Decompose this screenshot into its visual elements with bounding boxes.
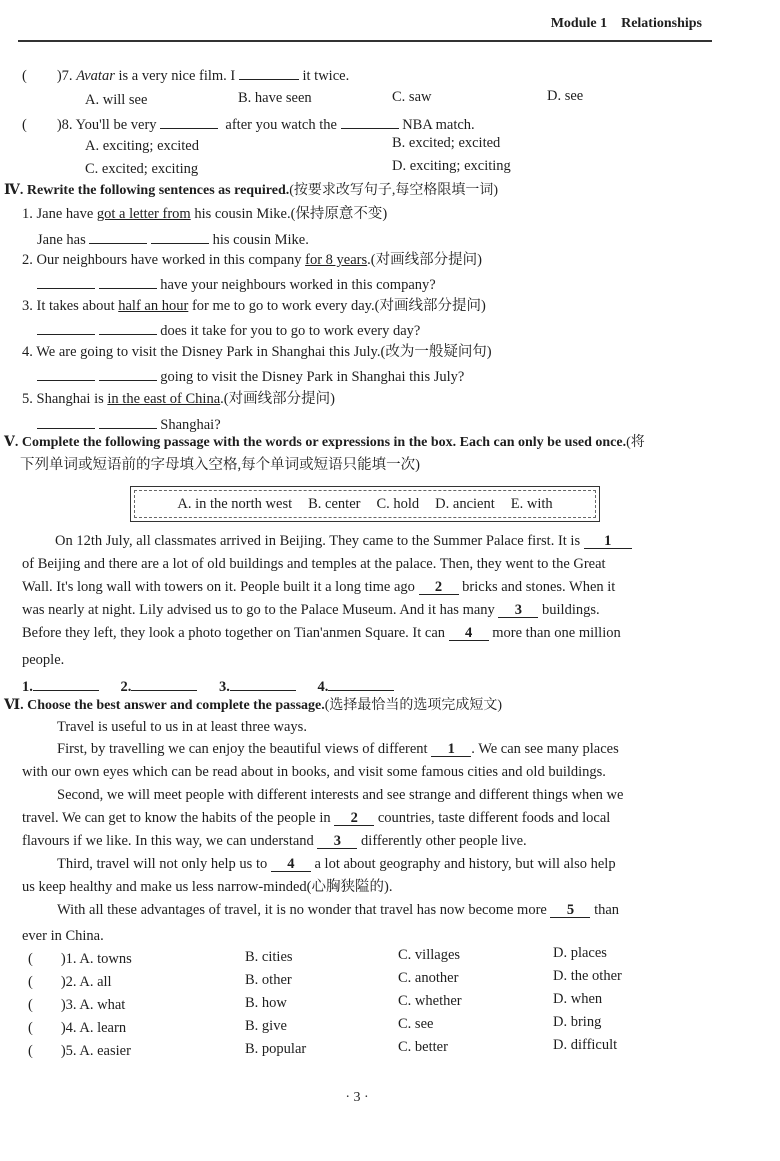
mc-option-c[interactable]: C. whether	[398, 993, 462, 1009]
passage-blank[interactable]: 1	[431, 742, 471, 757]
answer-blank[interactable]	[37, 320, 95, 335]
mc-option-d[interactable]: D. bring	[553, 1014, 602, 1030]
mc-option-b[interactable]: B. give	[245, 1018, 287, 1034]
answer-blank[interactable]	[37, 366, 95, 381]
passage-blank[interactable]: 4	[449, 626, 489, 641]
rewrite-5: 5. Shanghai is in the east of China.(对画线部分提问)	[22, 391, 335, 407]
mc-option-a[interactable]: A. what	[79, 997, 126, 1013]
mc-option-c[interactable]: C. villages	[398, 947, 461, 963]
section-5-heading: Ⅴ. Complete the following passage with the words or expressions in the box. Each can only be used once.(将	[4, 435, 645, 450]
passage-blank[interactable]: 5	[550, 903, 590, 918]
passage-5-line: Wall. It's long wall with towers on it. People built it a long time ago 2 bricks and stones. When it	[22, 579, 616, 595]
mc-question-3: ( )3. A. what	[28, 997, 126, 1013]
passage-5-line: On 12th July, all classmates arrived in Beijing. They came to the Summer Palace first. It is 1	[55, 532, 632, 550]
q7-option-b[interactable]: B. have seen	[238, 90, 312, 106]
mc-option-d[interactable]: D. places	[553, 945, 607, 961]
rewrite-3-answer: does it take for you to go to work every day?	[37, 320, 420, 340]
question-8: ( )8. You'll be very after you watch the NBA match.	[22, 114, 475, 134]
section-5-note: 下列单词或短语前的字母填入空格,每个单词或短语只能填一次)	[20, 457, 420, 473]
passage-blank[interactable]: 1	[584, 534, 632, 549]
answer-blank[interactable]	[328, 676, 394, 691]
passage-6-line: Second, we will meet people with different interests and see strange and different things when we	[57, 787, 624, 803]
mc-option-a[interactable]: A. learn	[79, 1020, 127, 1036]
running-header	[18, 14, 712, 42]
answer-blank[interactable]	[37, 274, 95, 289]
mc-option-a[interactable]: A. towns	[79, 951, 132, 967]
answer-blank[interactable]	[131, 676, 197, 691]
answer-blank[interactable]	[99, 274, 157, 289]
rewrite-1-answer: Jane has his cousin Mike.	[37, 229, 309, 249]
passage-blank[interactable]: 4	[271, 857, 311, 872]
answer-blank[interactable]	[99, 366, 157, 381]
mc-option-a[interactable]: A. easier	[79, 1043, 131, 1059]
passage-5-answers: 1. 2. 3. 4.	[22, 676, 394, 696]
box-option-b: B. center	[308, 495, 361, 512]
mc-option-b[interactable]: B. popular	[245, 1041, 307, 1057]
passage-6-line: ever in China.	[22, 928, 104, 944]
section-4-heading: Ⅳ. Rewrite the following sentences as required.(按要求改写句子,每空格限填一词)	[4, 183, 499, 198]
passage-6-line: us keep healthy and make us less narrow-minded(心胸狭隘的).	[22, 879, 393, 895]
question-7: ( )7. Avatar is a very nice film. I it twice.	[22, 65, 349, 85]
mc-question-1: ( )1. A. towns	[28, 951, 132, 967]
passage-6-line: with our own eyes which can be read about in books, and visit some famous cities and old buildings.	[22, 764, 606, 780]
answer-blank[interactable]	[99, 414, 157, 429]
answer-blank[interactable]	[341, 114, 399, 129]
q8-option-b[interactable]: B. excited; excited	[392, 135, 501, 151]
mc-option-d[interactable]: D. difficult	[553, 1037, 618, 1053]
passage-6-line: With all these advantages of travel, it is no wonder that travel has now become more 5 than	[57, 902, 620, 918]
box-option-c: C. hold	[376, 495, 420, 512]
passage-blank[interactable]: 2	[334, 811, 374, 826]
answer-blank[interactable]	[151, 229, 209, 244]
q7-option-a[interactable]: A. will see	[85, 92, 148, 108]
passage-5-line: was nearly at night. Lily advised us to go to the Palace Museum. And it has many 3 buildings.	[22, 602, 600, 618]
q8-option-a[interactable]: A. exciting; excited	[85, 138, 199, 154]
header-module: Module 1	[550, 16, 608, 31]
passage-blank[interactable]: 3	[498, 603, 538, 618]
mc-option-b[interactable]: B. other	[245, 972, 292, 988]
rewrite-1: 1. Jane have got a letter from his cousin Mike.(保持原意不变)	[22, 206, 388, 222]
rewrite-5-answer: Shanghai?	[37, 414, 221, 434]
mc-question-4: ( )4. A. learn	[28, 1020, 127, 1036]
q8-option-c[interactable]: C. excited; exciting	[85, 161, 199, 177]
passage-6-line: Travel is useful to us in at least three ways.	[57, 719, 307, 735]
q7-option-c[interactable]: C. saw	[392, 89, 432, 105]
mc-question-5: ( )5. A. easier	[28, 1043, 131, 1059]
passage-5-line: people.	[22, 652, 65, 668]
box-option-e: E. with	[510, 495, 553, 512]
passage-5-line: of Beijing and there are a lot of old buildings and temples at the palace. Then, they went to the Great	[22, 556, 606, 572]
mc-option-a[interactable]: A. all	[79, 974, 112, 990]
box-option-d: D. ancient	[435, 495, 495, 512]
box-option-a: A. in the north west	[177, 495, 293, 512]
answer-blank[interactable]	[33, 676, 99, 691]
mc-question-2: ( )2. A. all	[28, 974, 112, 990]
mc-option-c[interactable]: C. another	[398, 970, 459, 986]
page-number: · 3 ·	[345, 1090, 369, 1105]
passage-blank[interactable]: 2	[419, 580, 459, 595]
rewrite-3: 3. It takes about half an hour for me to go to work every day.(对画线部分提问)	[22, 298, 486, 314]
passage-6-line: flavours if we like. In this way, we can understand 3 differently other people live.	[22, 833, 527, 849]
mc-option-c[interactable]: C. see	[398, 1016, 434, 1032]
answer-blank[interactable]	[37, 414, 95, 429]
rewrite-4-answer: going to visit the Disney Park in Shanghai this July?	[37, 366, 464, 386]
mc-option-d[interactable]: D. the other	[553, 968, 622, 984]
passage-blank[interactable]: 3	[317, 834, 357, 849]
passage-5-line: Before they left, they look a photo together on Tian'anmen Square. It can 4 more than one million	[22, 625, 621, 641]
answer-blank[interactable]	[160, 114, 218, 129]
mc-option-b[interactable]: B. cities	[245, 949, 293, 965]
mc-option-b[interactable]: B. how	[245, 995, 287, 1011]
word-box	[130, 486, 600, 522]
rewrite-2: 2. Our neighbours have worked in this company for 8 years.(对画线部分提问)	[22, 252, 482, 268]
passage-6-line: First, by travelling we can enjoy the beautiful views of different 1 . We can see many places	[57, 741, 619, 757]
answer-blank[interactable]	[99, 320, 157, 335]
header-topic: Relationships	[621, 16, 702, 31]
passage-6-line: Third, travel will not only help us to 4 a lot about geography and history, but will also help	[57, 856, 616, 872]
film-title: Avatar	[76, 68, 115, 84]
mc-option-d[interactable]: D. when	[553, 991, 603, 1007]
section-6-heading: Ⅵ. Choose the best answer and complete the passage.(选择最恰当的选项完成短文)	[4, 698, 503, 713]
q7-option-d[interactable]: D. see	[547, 88, 584, 104]
rewrite-4: 4. We are going to visit the Disney Park in Shanghai this July.(改为一般疑问句)	[22, 344, 492, 360]
header-title	[551, 16, 702, 32]
q8-option-d[interactable]: D. exciting; exciting	[392, 158, 511, 174]
rewrite-2-answer: have your neighbours worked in this company?	[37, 274, 436, 294]
answer-blank[interactable]	[230, 676, 296, 691]
mc-option-c[interactable]: C. better	[398, 1039, 448, 1055]
passage-6-line: travel. We can get to know the habits of the people in 2 countries, taste different foods and local	[22, 810, 611, 826]
answer-blank[interactable]	[239, 65, 299, 80]
answer-blank[interactable]	[89, 229, 147, 244]
